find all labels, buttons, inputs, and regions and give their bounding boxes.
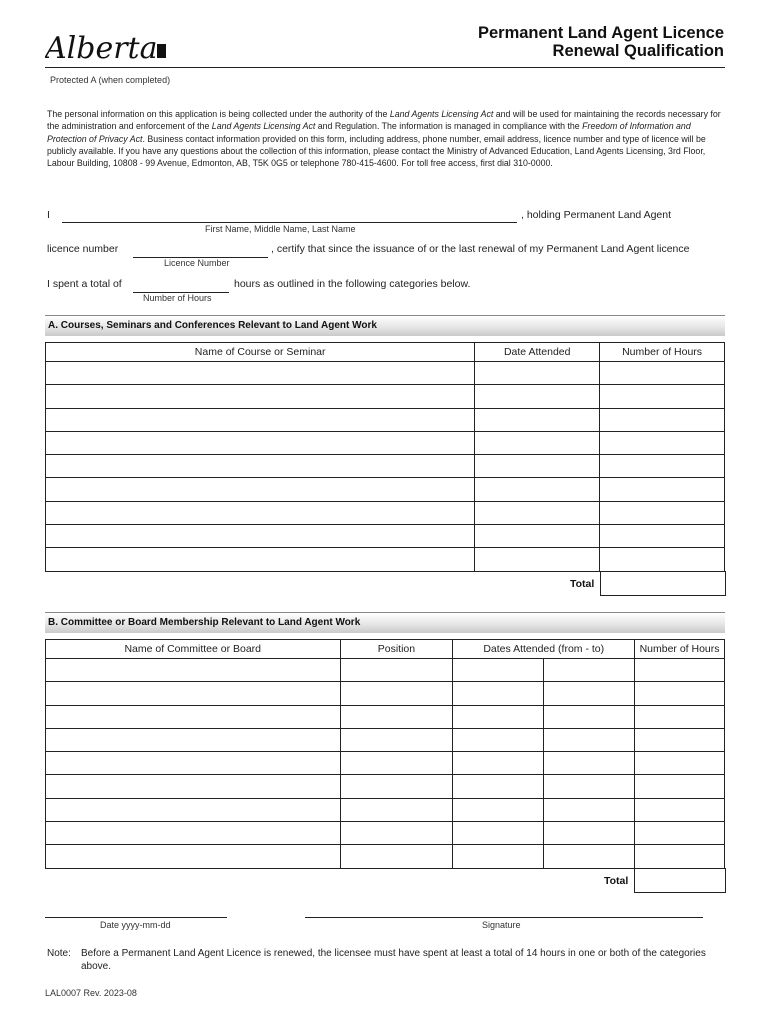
position-cell[interactable] bbox=[340, 845, 453, 868]
licence-caption: Licence Number bbox=[164, 258, 230, 268]
table-row bbox=[46, 845, 725, 868]
table-row bbox=[46, 822, 725, 845]
note-label: Note: bbox=[47, 948, 71, 959]
table-row bbox=[46, 659, 725, 682]
table-row bbox=[46, 501, 725, 524]
date-to-cell[interactable] bbox=[544, 822, 635, 845]
position-cell[interactable] bbox=[340, 822, 453, 845]
hours-cell[interactable] bbox=[635, 752, 725, 775]
date-to-cell[interactable] bbox=[544, 798, 635, 821]
table-row bbox=[46, 525, 725, 548]
position-cell[interactable] bbox=[340, 752, 453, 775]
date-attended-cell[interactable] bbox=[475, 408, 600, 431]
date-to-cell[interactable] bbox=[544, 752, 635, 775]
date-attended-cell[interactable] bbox=[475, 385, 600, 408]
column-header: Name of Course or Seminar bbox=[46, 343, 475, 362]
column-header: Number of Hours bbox=[600, 343, 725, 362]
date-from-cell[interactable] bbox=[453, 752, 544, 775]
column-header: Dates Attended (from - to) bbox=[453, 640, 635, 659]
column-header: Number of Hours bbox=[635, 640, 725, 659]
committee-name-cell[interactable] bbox=[46, 822, 341, 845]
table-row bbox=[46, 775, 725, 798]
committee-name-cell[interactable] bbox=[46, 659, 341, 682]
date-to-cell[interactable] bbox=[544, 682, 635, 705]
page-title-line2: Renewal Qualification bbox=[552, 42, 724, 60]
date-attended-cell[interactable] bbox=[475, 362, 600, 385]
full-name-field[interactable] bbox=[62, 222, 517, 223]
course-name-cell[interactable] bbox=[46, 548, 475, 571]
date-from-cell[interactable] bbox=[453, 775, 544, 798]
position-cell[interactable] bbox=[340, 775, 453, 798]
course-name-cell[interactable] bbox=[46, 478, 475, 501]
committee-name-cell[interactable] bbox=[46, 845, 341, 868]
section-a-total-field[interactable] bbox=[600, 571, 726, 596]
date-from-cell[interactable] bbox=[453, 682, 544, 705]
date-attended-cell[interactable] bbox=[475, 525, 600, 548]
date-to-cell[interactable] bbox=[544, 659, 635, 682]
column-header: Date Attended bbox=[475, 343, 600, 362]
date-caption: Date yyyy-mm-dd bbox=[100, 920, 171, 930]
date-to-cell[interactable] bbox=[544, 728, 635, 751]
alberta-logo bbox=[45, 28, 175, 70]
hours-cell[interactable] bbox=[635, 822, 725, 845]
committee-name-cell[interactable] bbox=[46, 798, 341, 821]
date-from-cell[interactable] bbox=[453, 705, 544, 728]
committee-name-cell[interactable] bbox=[46, 752, 341, 775]
position-cell[interactable] bbox=[340, 659, 453, 682]
position-cell[interactable] bbox=[340, 682, 453, 705]
hours-cell[interactable] bbox=[635, 845, 725, 868]
committee-name-cell[interactable] bbox=[46, 775, 341, 798]
table-row bbox=[46, 431, 725, 454]
table-row bbox=[46, 752, 725, 775]
licence-label: licence number bbox=[47, 243, 119, 255]
position-cell[interactable] bbox=[340, 728, 453, 751]
signature-caption: Signature bbox=[482, 920, 521, 930]
date-attended-cell[interactable] bbox=[475, 455, 600, 478]
protected-label: Protected A (when completed) bbox=[50, 75, 171, 85]
date-from-cell[interactable] bbox=[453, 728, 544, 751]
position-cell[interactable] bbox=[340, 705, 453, 728]
course-name-cell[interactable] bbox=[46, 525, 475, 548]
alberta-logo-text: Alberta bbox=[45, 31, 158, 66]
course-name-cell[interactable] bbox=[46, 385, 475, 408]
committee-name-cell[interactable] bbox=[46, 682, 341, 705]
table-row bbox=[46, 548, 725, 571]
table-row bbox=[46, 478, 725, 501]
hours-cell[interactable] bbox=[600, 525, 725, 548]
date-from-cell[interactable] bbox=[453, 845, 544, 868]
spent-label: I spent a total of bbox=[47, 278, 122, 290]
note-text: Before a Permanent Land Agent Licence is renewed, the licensee must have spent at least a total of 14 hours in one or both of the categories above. bbox=[81, 948, 706, 972]
section-b-header bbox=[45, 612, 725, 633]
hours-caption: Number of Hours bbox=[143, 293, 212, 303]
certify-text: , certify that since the issuance of or the last renewal of my Permanent Land Agent licence bbox=[271, 243, 690, 255]
table-row bbox=[46, 455, 725, 478]
section-a-header bbox=[45, 315, 725, 336]
table-row bbox=[46, 728, 725, 751]
date-from-cell[interactable] bbox=[453, 798, 544, 821]
holding-text: , holding Permanent Land Agent bbox=[521, 209, 672, 221]
course-name-cell[interactable] bbox=[46, 455, 475, 478]
date-to-cell[interactable] bbox=[544, 845, 635, 868]
column-header: Name of Committee or Board bbox=[46, 640, 341, 659]
table-row bbox=[46, 798, 725, 821]
date-attended-cell[interactable] bbox=[475, 501, 600, 524]
hours-cell[interactable] bbox=[635, 775, 725, 798]
hours-cell[interactable] bbox=[635, 659, 725, 682]
date-attended-cell[interactable] bbox=[475, 548, 600, 571]
committee-name-cell[interactable] bbox=[46, 705, 341, 728]
date-from-cell[interactable] bbox=[453, 659, 544, 682]
section-b-title: B. Committee or Board Membership Relevant to Land Agent Work bbox=[48, 617, 361, 628]
course-name-cell[interactable] bbox=[46, 431, 475, 454]
hours-cell[interactable] bbox=[600, 431, 725, 454]
date-to-cell[interactable] bbox=[544, 775, 635, 798]
hours-cell[interactable] bbox=[635, 728, 725, 751]
table-row bbox=[46, 385, 725, 408]
hours-cell[interactable] bbox=[600, 501, 725, 524]
table-row bbox=[46, 705, 725, 728]
privacy-notice: The personal information on this application is being collected under the authority of the Land Agents Licensing Act and will be used for maintaining the records necessary for the administration and enforcement of the Land Agents Licensing Act and Regulation. The information is managed in compliance with the Freedom of Information and Protection of Privacy Act. Business contact information provided on this form, including address, phone number, email address, licence number and type of licence will be publicly available. If you have any questions about the collection of this information, please contact the Ministry of Advanced Education, Land Agents Licensing, 3rd Floor, Labour Building, 10808 - 99 Avenue, Edmonton, AB, T5K 0G5 or telephone 780-415-4600. For toll free access, first dial 310-0000. bbox=[47, 109, 721, 169]
course-name-cell[interactable] bbox=[46, 408, 475, 431]
hours-cell[interactable] bbox=[635, 705, 725, 728]
position-cell[interactable] bbox=[340, 798, 453, 821]
i-label: I bbox=[47, 209, 50, 221]
hours-cell[interactable] bbox=[600, 455, 725, 478]
section-b-total-field[interactable] bbox=[634, 868, 726, 893]
hours-cell[interactable] bbox=[635, 682, 725, 705]
signature-field[interactable] bbox=[305, 917, 703, 918]
hours-cell[interactable] bbox=[600, 548, 725, 571]
table-row bbox=[46, 682, 725, 705]
section-a-table bbox=[45, 342, 725, 572]
section-b-total-label: Total bbox=[604, 875, 629, 887]
date-from-cell[interactable] bbox=[453, 822, 544, 845]
section-b-table bbox=[45, 639, 725, 869]
committee-name-cell[interactable] bbox=[46, 728, 341, 751]
section-a-title: A. Courses, Seminars and Conferences Relevant to Land Agent Work bbox=[48, 320, 377, 331]
hours-cell[interactable] bbox=[600, 478, 725, 501]
section-a-total-label: Total bbox=[570, 578, 595, 590]
date-attended-cell[interactable] bbox=[475, 478, 600, 501]
date-to-cell[interactable] bbox=[544, 705, 635, 728]
column-header: Position bbox=[340, 640, 453, 659]
table-row bbox=[46, 362, 725, 385]
form-code: LAL0007 Rev. 2023-08 bbox=[45, 988, 137, 998]
header-divider bbox=[45, 67, 725, 68]
hours-cell[interactable] bbox=[600, 385, 725, 408]
table-row bbox=[46, 408, 725, 431]
page-title-line1: Permanent Land Agent Licence bbox=[477, 24, 724, 42]
date-field[interactable] bbox=[45, 917, 227, 918]
hours-text: hours as outlined in the following categories below. bbox=[234, 278, 471, 290]
hours-cell[interactable] bbox=[635, 798, 725, 821]
course-name-cell[interactable] bbox=[46, 501, 475, 524]
hours-cell[interactable] bbox=[600, 408, 725, 431]
date-attended-cell[interactable] bbox=[475, 431, 600, 454]
name-caption: First Name, Middle Name, Last Name bbox=[205, 224, 356, 234]
hours-cell[interactable] bbox=[600, 362, 725, 385]
course-name-cell[interactable] bbox=[46, 362, 475, 385]
